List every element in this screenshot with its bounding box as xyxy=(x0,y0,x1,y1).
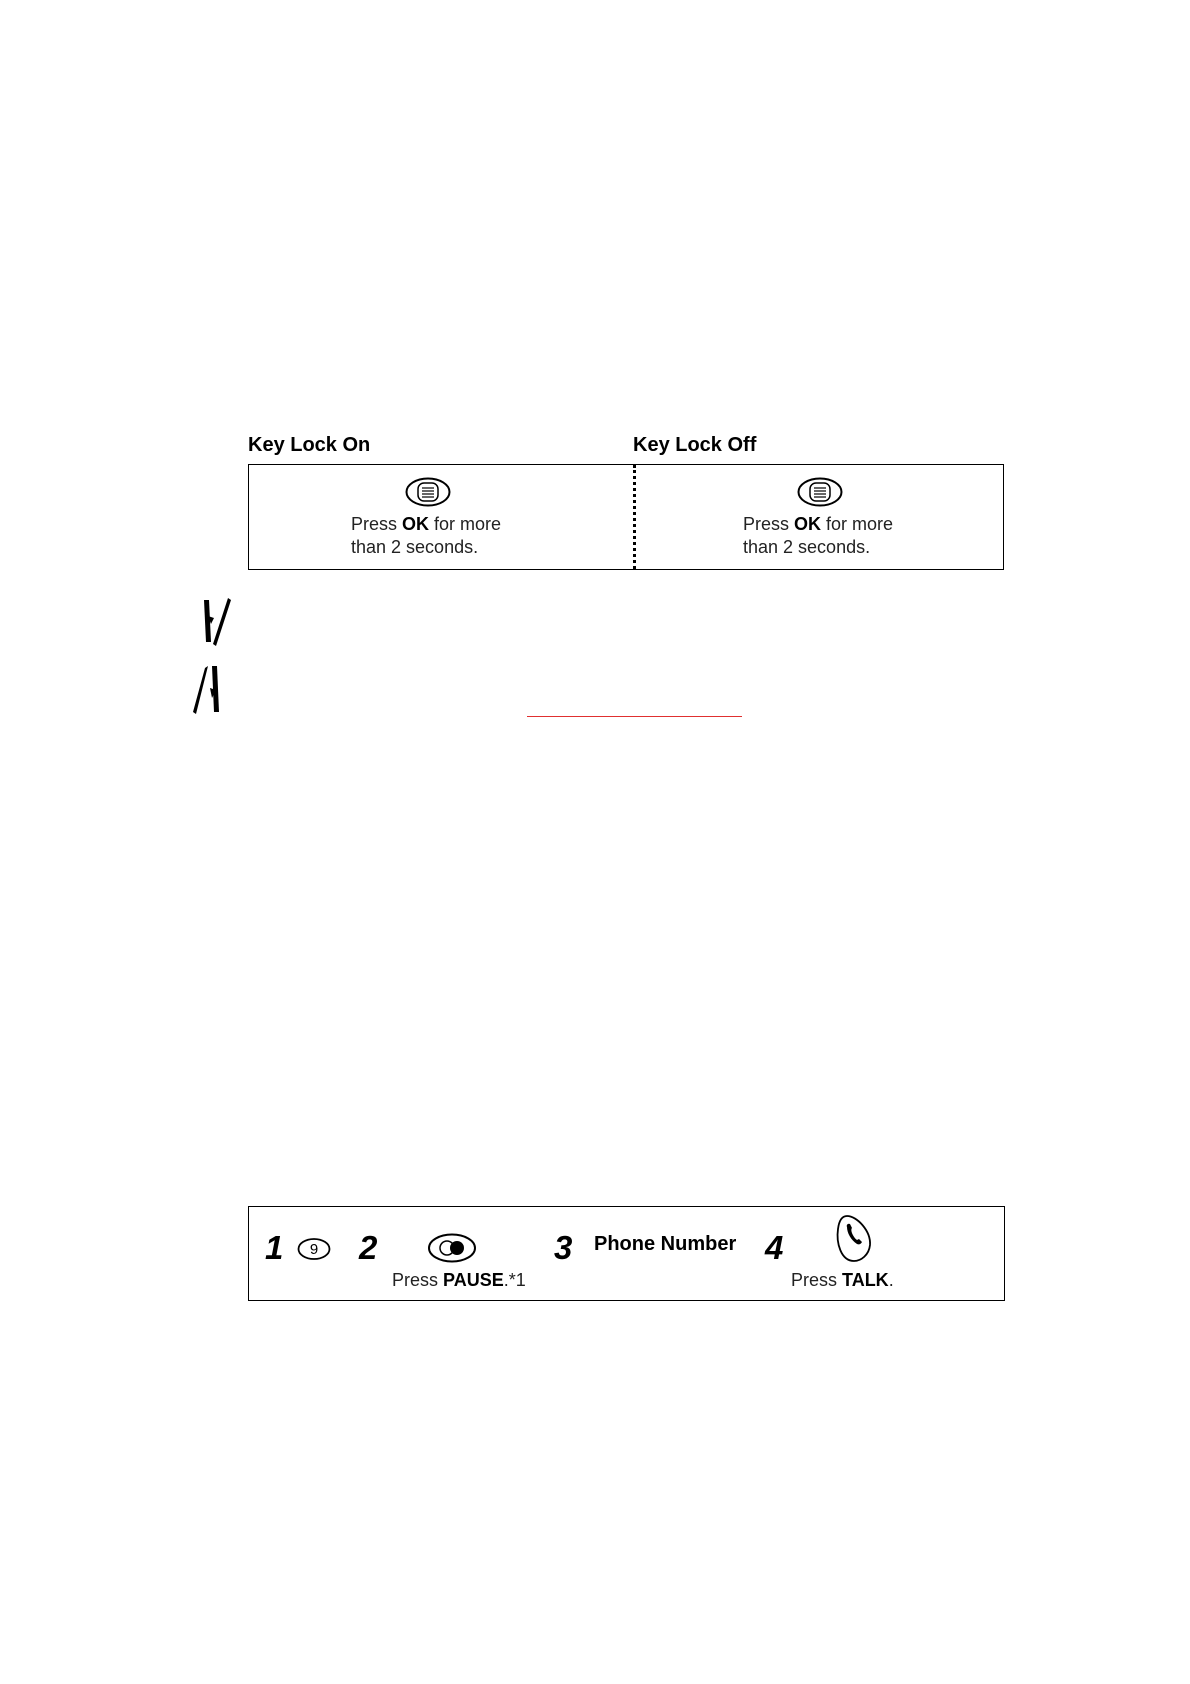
ok-key-label: OK xyxy=(794,514,822,534)
talk-button-icon xyxy=(833,1213,873,1270)
dialing-steps-box xyxy=(248,1206,1005,1301)
key-lock-off-instruction: Press OK for more than 2 seconds. xyxy=(743,514,894,557)
dotted-divider xyxy=(633,465,636,569)
key-lock-off-heading: Key Lock Off xyxy=(633,434,757,456)
link-underline xyxy=(527,716,742,717)
key-lock-instruction-box xyxy=(248,464,1004,570)
step-number-1: 1 xyxy=(265,1229,284,1266)
side-mark-glyph xyxy=(200,596,232,653)
pause-instruction: Press PAUSE.*1 xyxy=(392,1270,526,1290)
key-lock-on-instruction: Press OK for more than 2 seconds. xyxy=(351,514,502,557)
key-9-icon xyxy=(297,1237,331,1266)
step-number-2: 2 xyxy=(359,1229,378,1266)
side-mark-glyph xyxy=(192,664,224,721)
ok-button-icon xyxy=(405,477,451,507)
pause-button-icon xyxy=(427,1233,477,1268)
key-9-label: 9 xyxy=(309,1241,319,1258)
phone-number-label: Phone Number xyxy=(594,1233,737,1255)
pause-key-label: PAUSE xyxy=(443,1270,504,1290)
step-number-3: 3 xyxy=(554,1229,573,1266)
key-lock-on-heading: Key Lock On xyxy=(248,434,371,456)
ok-button-icon xyxy=(797,477,843,507)
talk-key-label: TALK xyxy=(842,1270,889,1290)
ok-key-label: OK xyxy=(402,514,430,534)
step-number-4: 4 xyxy=(765,1229,784,1266)
talk-instruction: Press TALK. xyxy=(791,1270,894,1290)
